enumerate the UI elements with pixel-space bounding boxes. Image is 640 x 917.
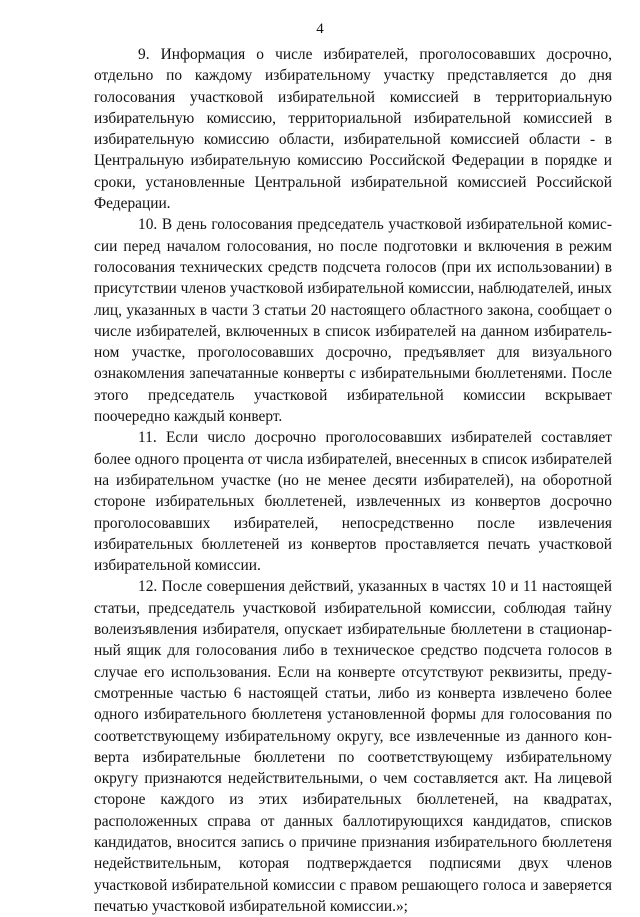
document-body [94,44,612,917]
paragraph-10: 10. В день голосования председатель участковой избирательной комиссии перед началом голосования, но после подготовки и включения в режим голосования технических средств подсчета голосов (при их использовании) в присутствии членов участковой избирательной комиссии, наблюдателей, иных лиц, указанных в части 3 статьи 20 настоящего областного закона, сообщает о числе избирателей, включенных в список избирателей на данном избирательном участке, проголосовавших досрочно, предъявляет для визуального ознакомления запечатанные конверты с избирательными бюллетенями. После этого председатель участковой избирательной комиссии вскрывает поочередно каждый конверт. [94,216,612,426]
page-number: 4 [316,21,324,37]
paragraph-9: 9. Информация о числе избирателей, проголосовавших досрочно, отдельно по каждому избирательному участку представляется до дня голосования участковой избирательной комиссией в территориальную избирательную комиссию, территориальной избирательной комиссией в избирательную комиссию области, избирательной комиссией области - в Центральную избирательную комиссию Российской Федерации в порядке и сроки, установленные Центральной избирательной комиссией Российской Федерации. [94,46,612,213]
paragraph-12: 12. После совершения действий, указанных в частях 10 и 11 настоящей статьи, председатель участковой избирательной комиссии, соблюдая тайну волеизъявления избирателя, опускает избирательные бюллетени в стационарный ящик для голосования либо в техническое средство подсчета голосов в случае его использования. Если на конверте отсутствуют реквизиты, предусмотренные частью 6 настоящей статьи, либо из конверта извлечено более одного избирательного бюллетеня установленной формы для голосования по соответствующему избирательному округу, все извлеченные из данного конверта избирательные бюллетени по соответствующему избирательному округу признаются недействительными, о чем составляется акт. На лицевой стороне каждого из этих избирательных бюллетеней, на квадратах, расположенных справа от данных баллотирующихся кандидатов, списков кандидатов, вносится запись о причине признания избирательного бюллетеня недействительным, которая подтверждается подписями двух членов участковой избирательной комиссии с правом решающего голоса и заверяется печатью участковой избирательной комиссии.»; [94,578,612,915]
paragraph-11: 11. Если число досрочно проголосовавших избирателей составляет более одного процента от числа избирателей, внесенных в список избирателей на избирательном участке (но не менее десяти избирателей), на оборотной стороне избирательных бюллетеней, извлеченных из конвертов досрочно проголосовавших избирателей, непосредственно после извлечения избирательных бюллетеней из конвертов проставляется печать участковой избирательной комиссии. [94,429,612,575]
